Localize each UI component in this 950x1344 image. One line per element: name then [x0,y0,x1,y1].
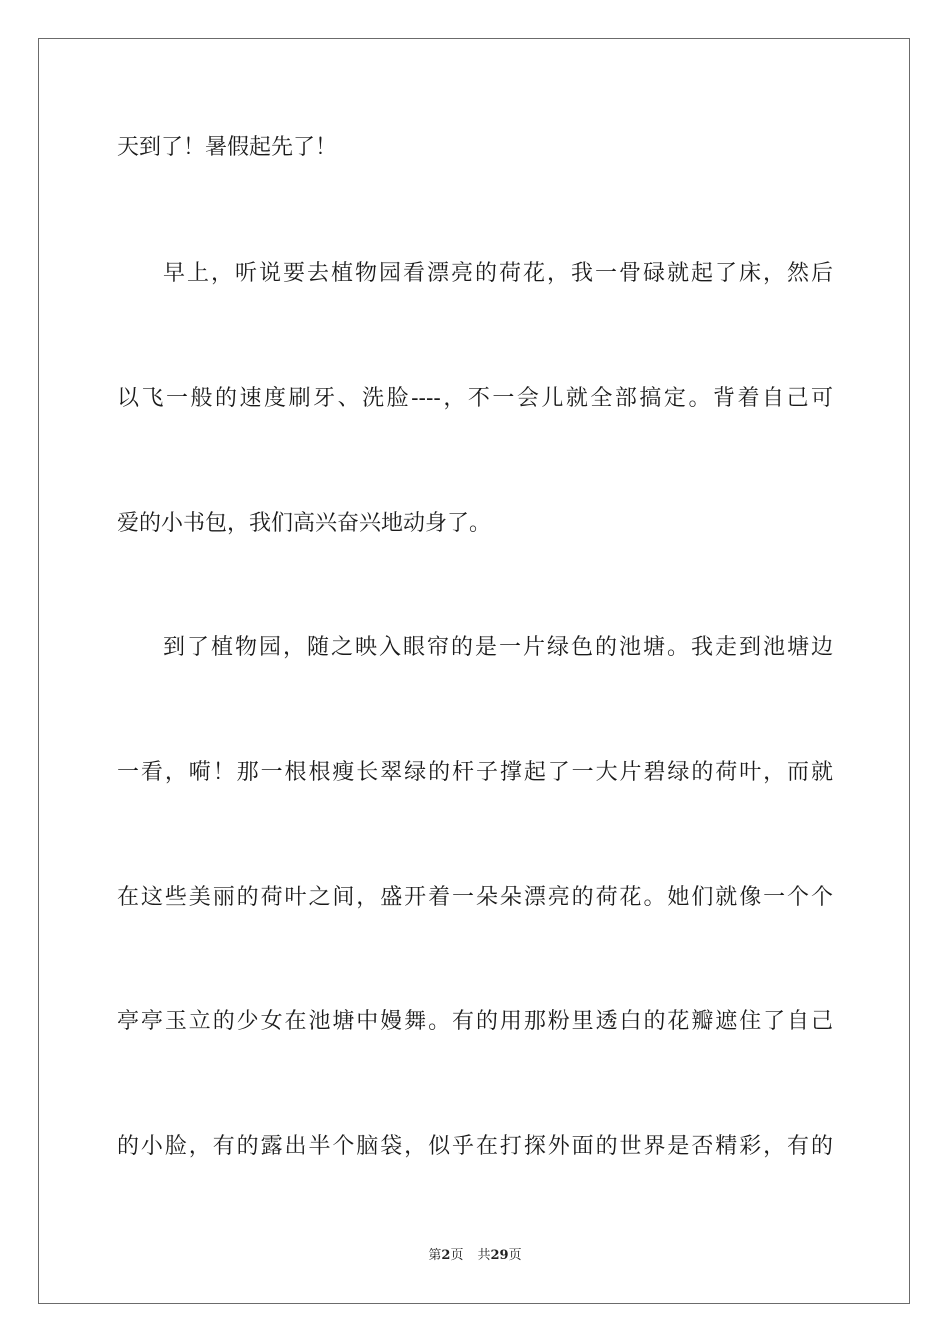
text-line-4: 爱的小书包，我们高兴奋兴地动身了。 [117,511,492,536]
text-line-9: 的小脸，有的露出半个脑袋，似乎在打探外面的世界是否精彩，有的 [117,1134,833,1159]
page-border [38,38,910,1304]
text-line-3: 以飞一般的速度刷牙、洗脸----，不一会儿就全部搞定。背着自己可 [117,386,833,411]
text-line-5: 到了植物园，随之映入眼帘的是一片绿色的池塘。我走到池塘边 [163,635,833,660]
total-pages: 29 [490,1248,509,1263]
text-line-1: 天到了！暑假起先了！ [117,135,338,160]
page-prefix: 第 [428,1248,442,1263]
page-suffix: 页 [450,1248,464,1263]
text-line-6: 一看，嗬！那一根根瘦长翠绿的杆子撑起了一大片碧绿的荷叶，而就 [117,760,833,785]
page-number: 2 [441,1248,451,1263]
total-suffix: 页 [508,1248,522,1263]
total-prefix: 共 [477,1248,491,1263]
text-line-8: 亭亭玉立的少女在池塘中嫚舞。有的用那粉里透白的花瓣遮住了自己 [117,1009,833,1034]
text-line-7: 在这些美丽的荷叶之间，盛开着一朵朵漂亮的荷花。她们就像一个个 [117,885,833,910]
text-line-2: 早上，听说要去植物园看漂亮的荷花，我一骨碌就起了床，然后 [163,261,833,286]
page-footer [0,1247,950,1265]
